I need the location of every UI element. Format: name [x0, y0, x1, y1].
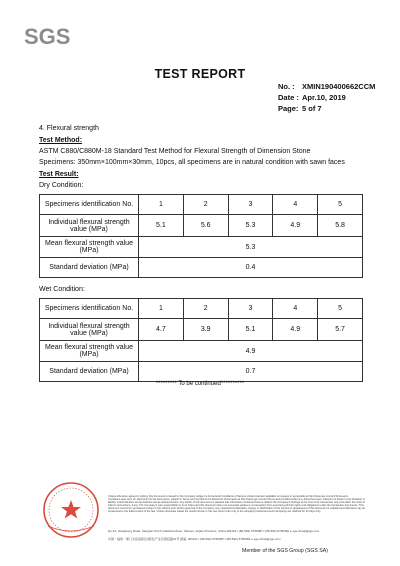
specimen-id: 3 — [228, 195, 273, 215]
report-title: TEST REPORT — [154, 67, 246, 81]
specimen-id: 5 — [318, 195, 363, 215]
report-date-value: Apr.10, 2019 — [302, 93, 346, 102]
strength-value: 5.1 — [228, 319, 273, 341]
table-row — [40, 319, 363, 341]
row-label-values: Individual flexural strength value (MPa) — [40, 215, 139, 237]
dry-condition-label: Dry Condition: — [39, 182, 84, 189]
table-row — [40, 341, 363, 362]
row-label-sd: Standard deviation (MPa) — [40, 362, 139, 382]
row-label-ids: Specimens identification No. — [40, 299, 139, 319]
strength-value: 4.7 — [139, 319, 184, 341]
row-label-ids: Specimens identification No. — [40, 195, 139, 215]
report-page-label: Page: — [278, 104, 299, 113]
row-label-mean: Mean flexural strength value (MPa) — [40, 237, 139, 258]
report-date-label: Date : — [278, 93, 299, 102]
footer-disclaimer: Unless otherwise agreed in writing, this document is issued by the Company subject to its General Conditions of Service printed overleaf, available on request or accessible at http://www.sgs.com/en/Terms-and-Conditions.aspx and, for electronic format documents, subject to Terms and Conditions for Electronic Documents at http://www.sgs.com/en/Terms-and-Conditions/Terms-e-Document.aspx. Attention is drawn to the limitation of liability, indemnification and jurisdiction issues defined therein. Any holder of this document is advised that information contained hereon reflects the Company's findings at the time of its intervention only and within the limits of Client's instructions, if any. The Company's sole responsibility is to its Client and this document does not exonerate parties to a transaction from exercising all their rights and obligations under the transaction documents. This document cannot be reproduced except in full, without prior written approval of the Company. Any unauthorized alteration, forgery or falsification of the content or appearance of this document is unlawful and offenders may be prosecuted to the fullest extent of the law. Unless otherwise stated the results shown in this test report refer only to the sample(s) tested and such sample(s) are retained for 30 days only. — [108, 495, 366, 514]
footer-address-chinese: 中国・福建・厦门火炬高新区(翔安)产业区翔虹路31号 邮编: 361101 t (86-592) 5766987 f (86-592) 5766382 e sgs.china@sgs.com — [108, 537, 281, 541]
strength-value: 5.8 — [318, 215, 363, 237]
table-row — [40, 237, 363, 258]
specimen-id: 1 — [139, 299, 184, 319]
company-seal-stamp — [36, 480, 106, 545]
strength-value: 4.9 — [273, 215, 318, 237]
test-method-text: ASTM C880/C880M-18 Standard Test Method for Flexural Strength of Dimension Stone — [39, 148, 311, 155]
wet-results-table — [39, 298, 363, 382]
specimens-text: Specimens: 350mm×100mm×30mm, 10pcs, all specimens are in natural condition with sawn faces — [39, 159, 345, 166]
test-method-label: Test Method: — [39, 137, 83, 144]
table-row — [40, 195, 363, 215]
sd-value: 0.7 — [139, 362, 363, 382]
specimen-id: 4 — [273, 195, 318, 215]
mean-value: 4.9 — [139, 341, 363, 362]
row-label-values: Individual flexural strength value (MPa) — [40, 319, 139, 341]
strength-value: 5.7 — [318, 319, 363, 341]
report-no-label: No. : — [278, 82, 295, 91]
table-row — [40, 215, 363, 237]
strength-value: 5.1 — [139, 215, 184, 237]
strength-value: 4.9 — [273, 319, 318, 341]
sgs-logo — [24, 24, 88, 55]
mean-value: 5.3 — [139, 237, 363, 258]
specimen-id: 2 — [183, 195, 228, 215]
specimen-id: 1 — [139, 195, 184, 215]
specimen-id: 5 — [318, 299, 363, 319]
strength-value: 5.6 — [183, 215, 228, 237]
report-no-value: XMIN190400662CCM — [302, 82, 376, 91]
sd-value: 0.4 — [139, 258, 363, 278]
specimen-id: 3 — [228, 299, 273, 319]
wet-condition-label: Wet Condition: — [39, 286, 85, 293]
footer-address-english: No.31, Xianghong Road, Xiang'an Torch Industrial Zone, Xiamen, Fujian Province, China 361101 t (86-592) 5766987 f (86-592) 5766382 e sgs.china@sgs.com — [108, 529, 320, 533]
dry-results-table — [39, 194, 363, 278]
table-row — [40, 299, 363, 319]
strength-value: 3.9 — [183, 319, 228, 341]
section-heading: 4. Flexural strength — [39, 125, 99, 132]
continued-note: ********* To be continued********** — [155, 381, 245, 387]
row-label-sd: Standard deviation (MPa) — [40, 258, 139, 278]
footer-member-note: Member of the SGS Group (SGS SA) — [242, 548, 328, 554]
strength-value: 5.3 — [228, 215, 273, 237]
specimen-id: 4 — [273, 299, 318, 319]
table-row — [40, 362, 363, 382]
report-page-value: 5 of 7 — [302, 104, 322, 113]
table-row — [40, 258, 363, 278]
row-label-mean: Mean flexural strength value (MPa) — [40, 341, 139, 362]
specimen-id: 2 — [183, 299, 228, 319]
sgs-logo-text: SGS — [24, 24, 71, 49]
test-result-label: Test Result: — [39, 171, 79, 178]
